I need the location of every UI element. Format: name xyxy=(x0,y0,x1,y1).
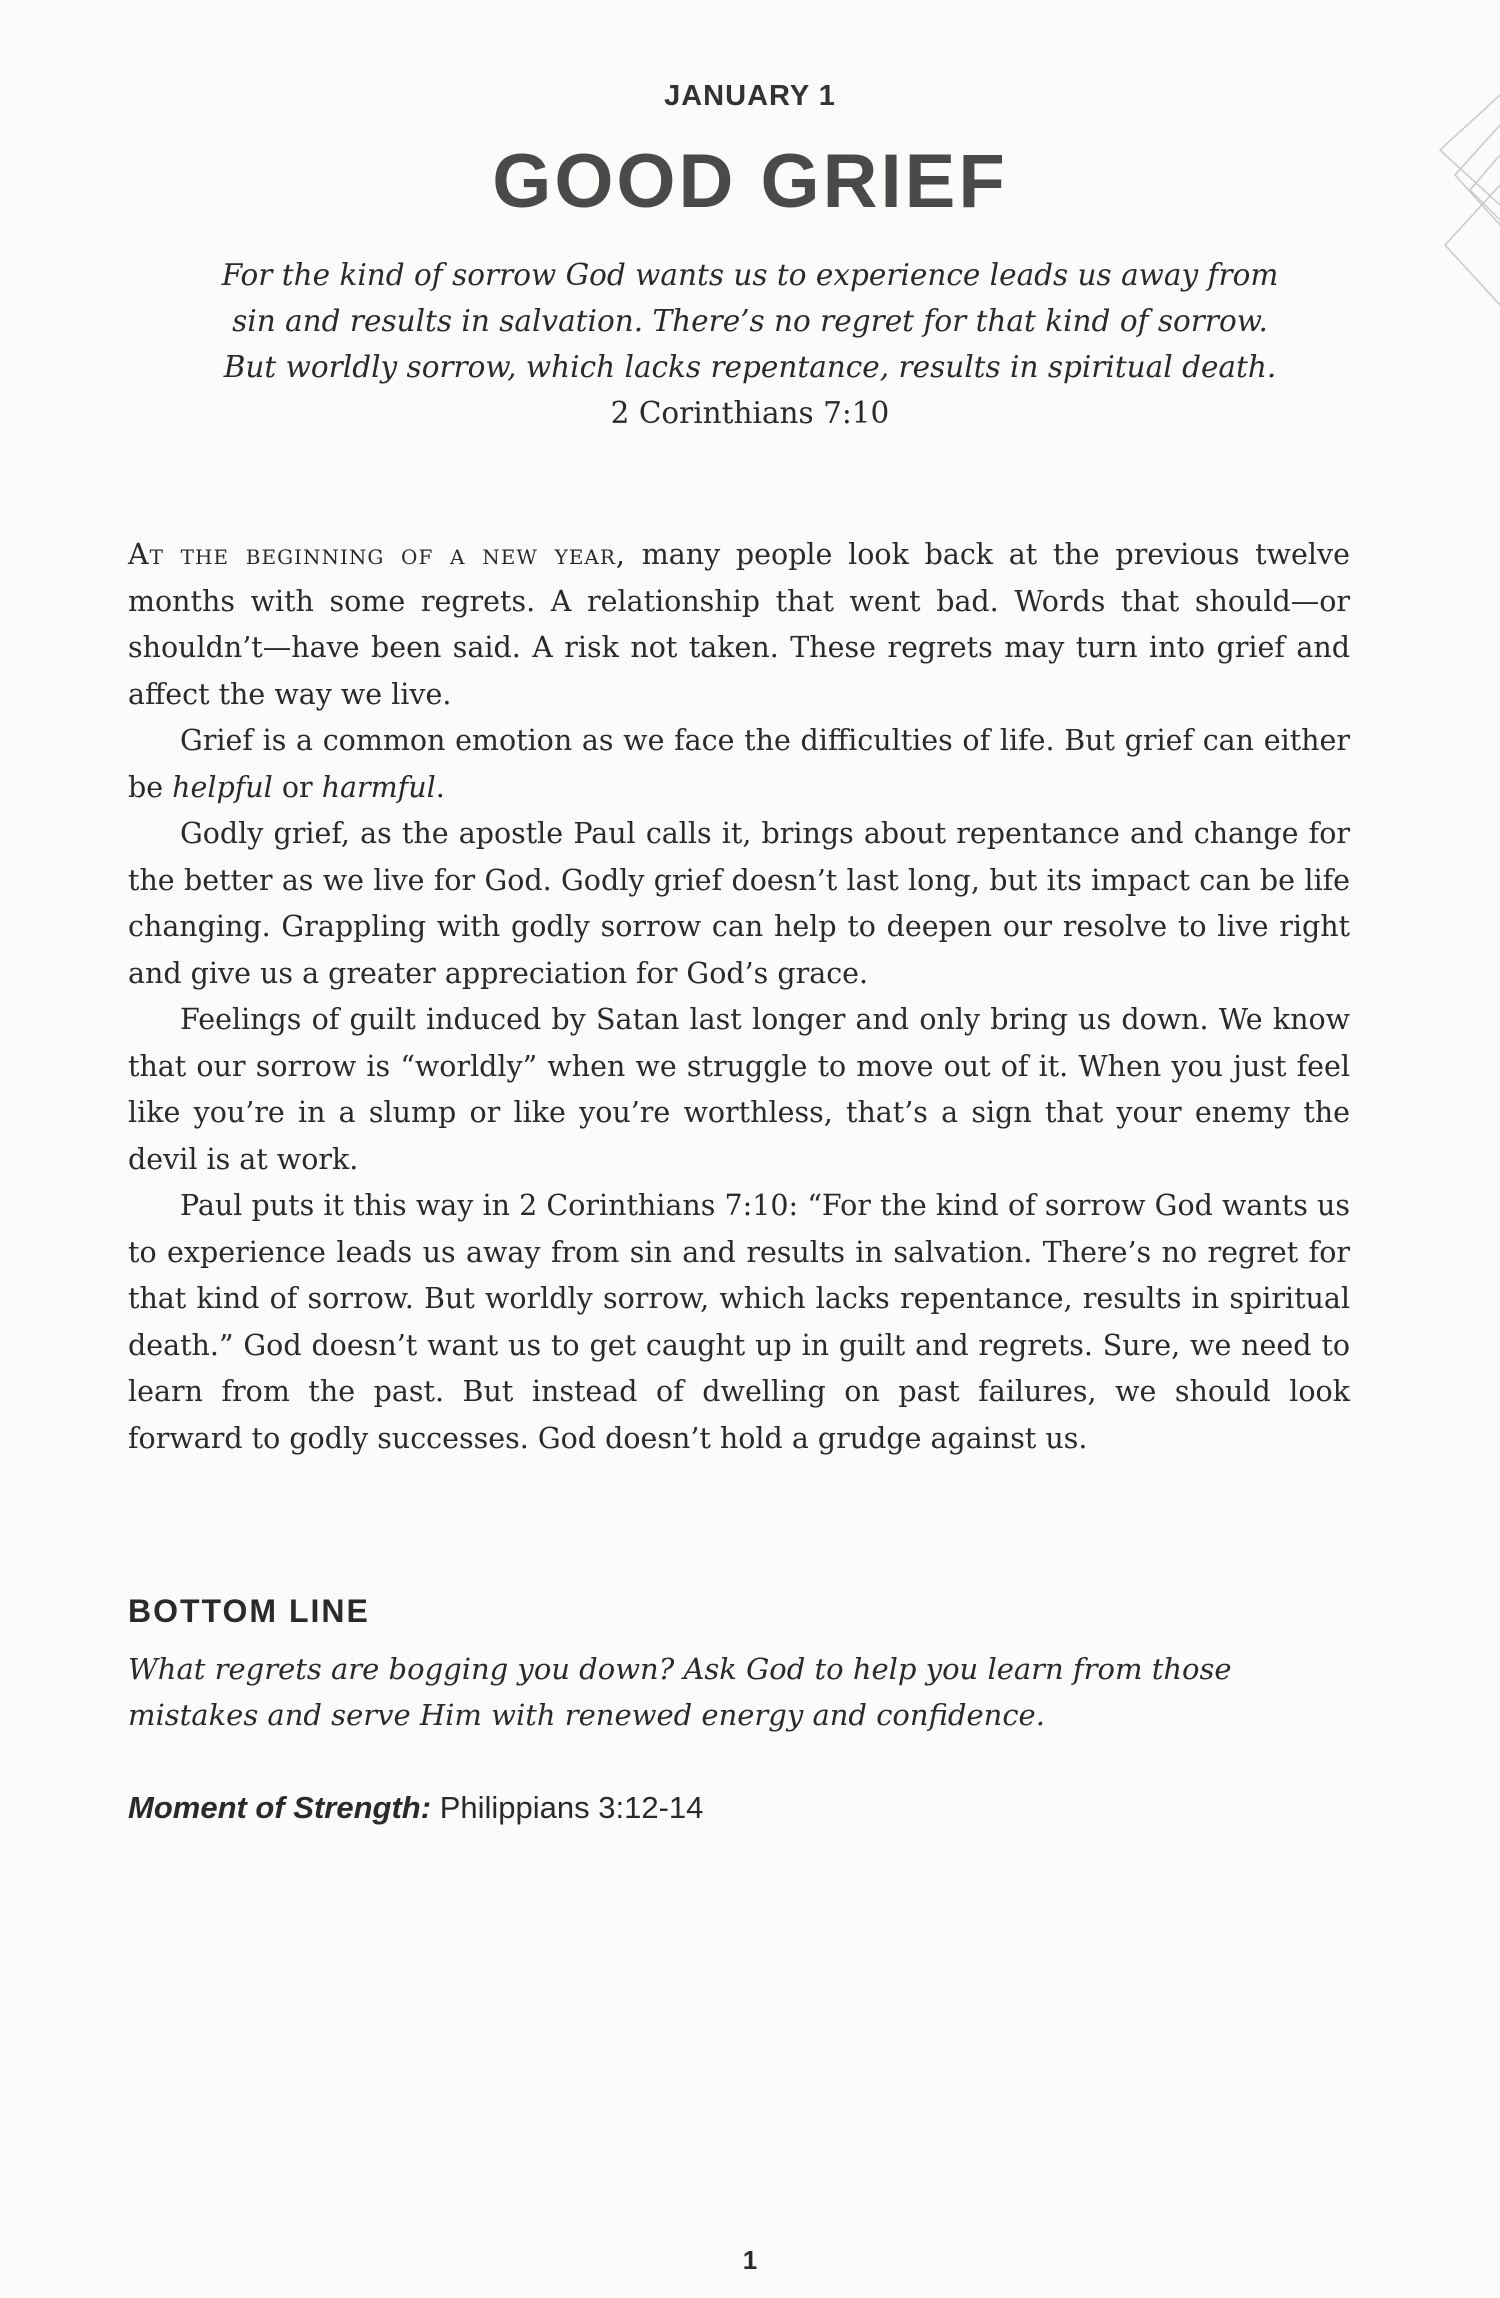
moment-of-strength xyxy=(128,1790,703,1826)
epigraph xyxy=(150,252,1350,436)
epigraph-reference: 2 Corinthians 7:10 xyxy=(610,396,890,430)
page-number: 1 xyxy=(742,2245,758,2275)
paragraph-2-text: Grief is a common emotion as we face the difficulties of life. But grief can either be xyxy=(128,724,1350,804)
paragraph-3: Godly grief, as the apostle Paul calls it, brings about repentance and change for the better as we live for God. Godly grief doesn’t last long, but its impact can be life changing. Grappling with godly sorrow can help to deepen our resolve to live right and give us a greater appreciation for God’s grace. xyxy=(128,817,1350,990)
emphasis-helpful: helpful xyxy=(172,770,273,804)
devotional-body xyxy=(128,532,1350,1462)
paragraph-4: Feelings of guilt induced by Satan last longer and only bring us down. We know that our sorrow is “worldly” when we struggle to move out of it. When you just feel like you’re in a slump or like you’re worthless, that’s a sign that your enemy the devil is at work. xyxy=(128,1003,1350,1176)
page-title: GOOD GRIEF xyxy=(492,139,1008,224)
epigraph-line: But worldly sorrow, which lacks repentance, results in spiritual death. xyxy=(223,350,1277,384)
epigraph-line: sin and results in salvation. There’s no regret for that kind of sorrow. xyxy=(232,304,1268,338)
moment-reference: Philippians 3:12-14 xyxy=(431,1790,704,1825)
moment-label: Moment of Strength: xyxy=(128,1790,432,1825)
bottom-line-heading: BOTTOM LINE xyxy=(128,1593,370,1629)
entry-date: JANUARY 1 xyxy=(664,80,836,112)
paragraph-1-text: many people look back at the previous twelve months with some regrets. A relationship that went bad. Words that should—or shouldn’t—have been said. A risk not taken. These regrets may turn into grief and affect the way we live. xyxy=(128,538,1350,711)
paragraph-2-end: . xyxy=(435,770,445,804)
bottom-line-line: What regrets are bogging you down? Ask God to help you learn from those xyxy=(128,1652,1232,1686)
emphasis-harmful: harmful xyxy=(321,770,436,804)
bottom-line-text xyxy=(128,1646,1350,1738)
epigraph-line: For the kind of sorrow God wants us to experience leads us away from xyxy=(221,258,1279,292)
paragraph-2 xyxy=(128,718,1350,811)
paragraph-5: Paul puts it this way in 2 Corinthians 7:10: “For the kind of sorrow God wants us to experience leads us away from sin and results in salvation. There’s no regret for that kind of sorrow. But worldly sorrow, which lacks repentance, results in spiritual death.” God doesn’t want us to get caught up in guilt and regrets. Sure, we need to learn from the past. But instead of dwelling on past failures, we should look forward to godly successes. God doesn’t hold a grudge against us. xyxy=(128,1189,1350,1455)
opening-smallcaps: At the beginning of a new year, xyxy=(128,538,626,571)
bottom-line-line: mistakes and serve Him with renewed energy and confidence. xyxy=(128,1698,1045,1732)
paragraph-1 xyxy=(128,532,1350,718)
paragraph-2-or: or xyxy=(272,770,322,804)
